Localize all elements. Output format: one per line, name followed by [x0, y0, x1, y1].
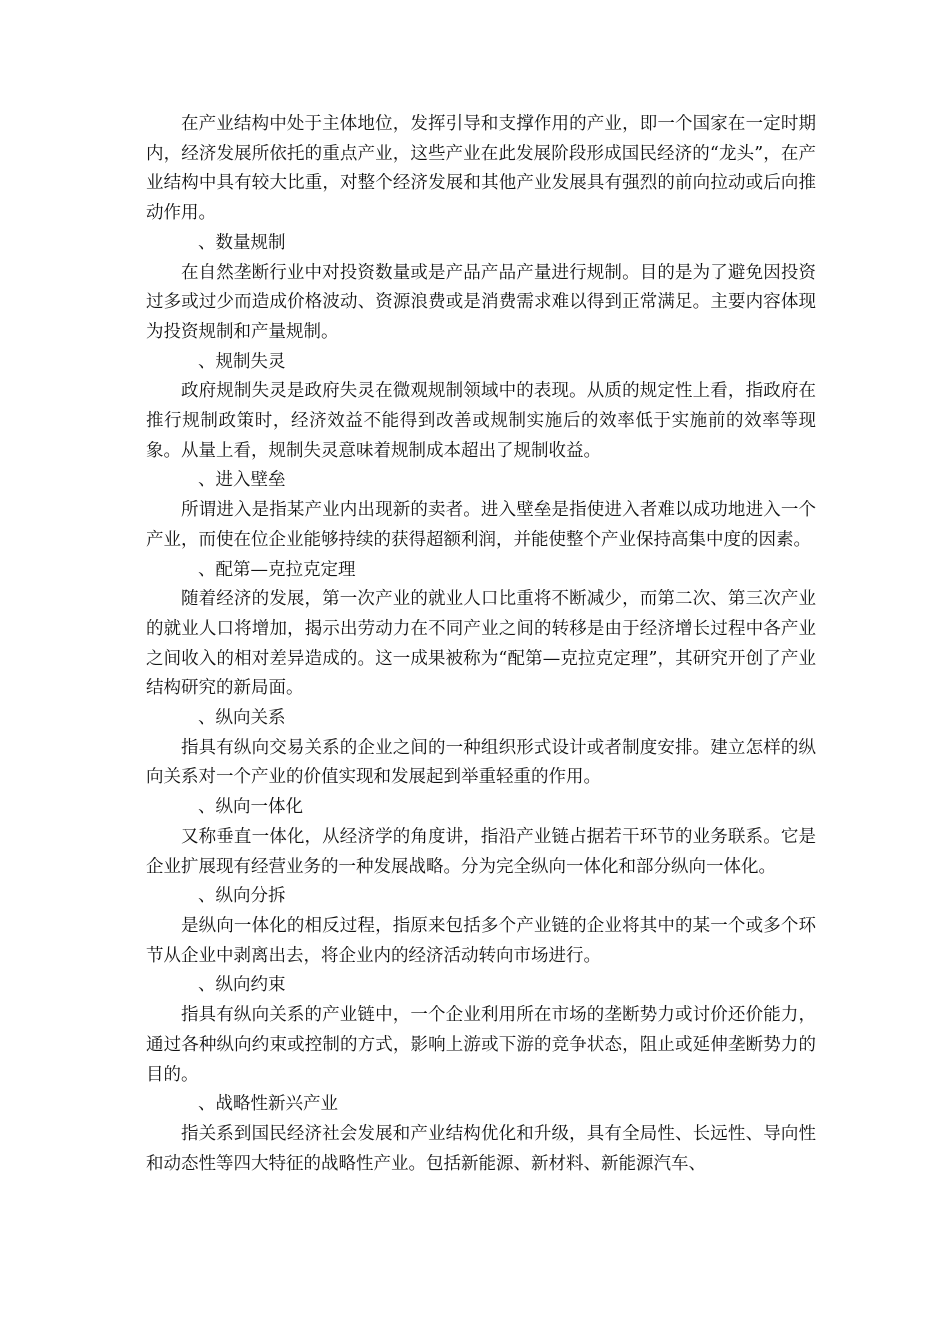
paragraph-vertical-integration: 又称垂直一体化，从经济学的角度讲，指沿产业链占据若干环节的业务联系。它是企业扩展现有经营业务的一种发展战略。分为完全纵向一体化和部分纵向一体化。: [146, 826, 816, 877]
paragraph-leading-industry: 在产业结构中处于主体地位，发挥引导和支撑作用的产业，即一个国家在一定时期内，经济发展所依托的重点产业，这些产业在此发展阶段形成国民经济的“龙头”，在产业结构中具有较大比重，对整个经济发展和其他产业发展具有强烈的前向拉动或后向推动作用。: [146, 114, 816, 224]
heading-quantity-regulation: 、数量规制: [198, 232, 286, 253]
heading-petty-clark-law: 、配第—克拉克定理: [198, 559, 356, 580]
heading-strategic-emerging-industry: 、战略性新兴产业: [198, 1094, 338, 1115]
document-page: [146, 110, 816, 1179]
paragraph-regulation-failure: 政府规制失灵是政府失灵在微观规制领域中的表现。从质的规定性上看，指政府在推行规制政策时，经济效益不能得到改善或规制实施后的效率低于实施前的效率等现象。从量上看，规制失灵意味着规制成本超出了规制收益。: [146, 381, 816, 461]
paragraph-quantity-regulation: 在自然垄断行业中对投资数量或是产品产品产量进行规制。目的是为了避免因投资过多或过少而造成价格波动、资源浪费或是消费需求难以得到正常满足。主要内容体现为投资规制和产量规制。: [146, 262, 816, 342]
heading-vertical-divestiture: 、纵向分拆: [198, 886, 286, 907]
paragraph-vertical-relation: 指具有纵向交易关系的企业之间的一种组织形式设计或者制度安排。建立怎样的纵向关系对一个产业的价值实现和发展起到举重轻重的作用。: [146, 737, 816, 788]
paragraph-strategic-emerging-industry: 指关系到国民经济社会发展和产业结构优化和升级，具有全局性、长远性、导向性和动态性等四大特征的战略性产业。包括新能源、新材料、新能源汽车、: [146, 1123, 816, 1174]
heading-vertical-integration: 、纵向一体化: [198, 797, 303, 818]
heading-vertical-relation: 、纵向关系: [198, 708, 286, 729]
heading-entry-barrier: 、进入壁垒: [198, 470, 286, 491]
paragraph-vertical-restraint: 指具有纵向关系的产业链中，一个企业利用所在市场的垄断势力或讨价还价能力，通过各种纵向约束或控制的方式，影响上游或下游的竞争状态，阻止或延伸垄断势力的目的。: [146, 1005, 816, 1085]
heading-regulation-failure: 、规制失灵: [198, 351, 286, 372]
paragraph-vertical-divestiture: 是纵向一体化的相反过程，指原来包括多个产业链的企业将其中的某一个或多个环节从企业中剥离出去，将企业内的经济活动转向市场进行。: [146, 915, 816, 966]
heading-vertical-restraint: 、纵向约束: [198, 975, 286, 996]
paragraph-petty-clark-law: 随着经济的发展，第一次产业的就业人口比重将不断减少，而第二次、第三次产业的就业人口将增加，揭示出劳动力在不同产业之间的转移是由于经济增长过程中各产业之间收入的相对差异造成的。这一成果被称为“配第—克拉克定理”，其研究开创了产业结构研究的新局面。: [146, 589, 816, 699]
paragraph-entry-barrier: 所谓进入是指某产业内出现新的卖者。进入壁垒是指使进入者难以成功地进入一个产业，而使在位企业能够持续的获得超额利润，并能使整个产业保持高集中度的因素。: [146, 500, 816, 550]
